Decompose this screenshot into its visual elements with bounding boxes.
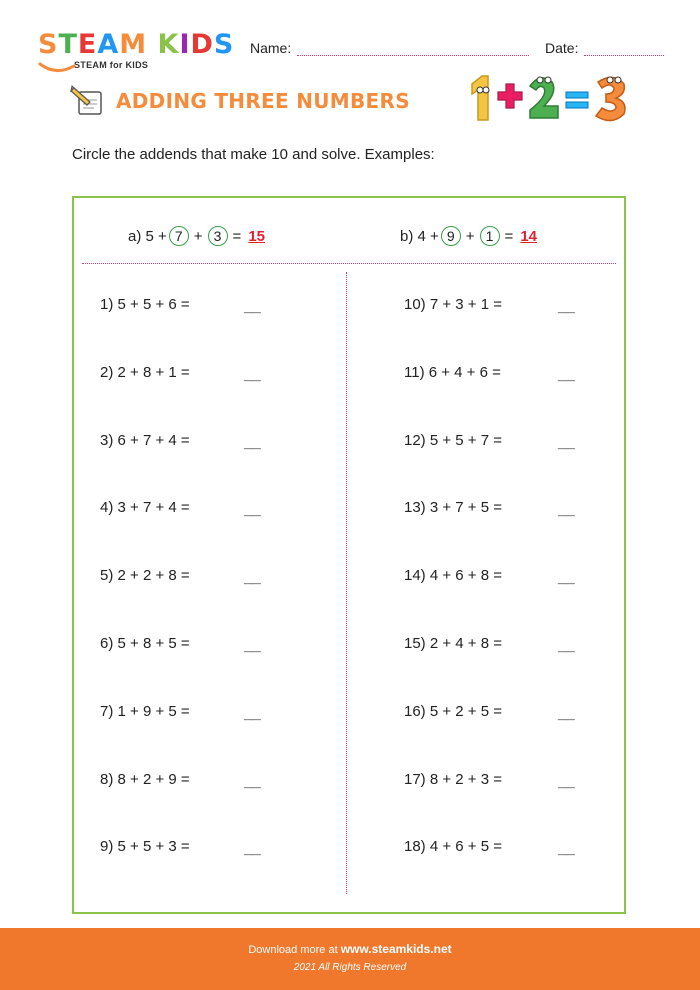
answer-blank[interactable]: __ [244,637,260,654]
problem-expression: 5) 2 + 2 + 8 = [100,567,190,585]
circled-addend: 1 [480,226,500,246]
logo-wordmark [38,30,238,60]
problem-item [404,296,502,313]
answer-blank[interactable]: __ [558,637,574,654]
answer-blank[interactable]: __ [558,365,574,383]
page-title: ADDING THREE NUMBERS [116,89,410,113]
instructions: Circle the addends that make 10 and solve. Examples: [72,146,435,163]
problem-item [100,296,190,313]
answer-blank[interactable]: __ [244,298,260,315]
logo-letter: A [97,29,120,60]
pencil-paper-icon [70,84,106,118]
equals-sign: = [232,227,242,245]
problem-expression: 12) 5 + 5 + 7 = [404,431,502,449]
logo-letter: E [77,29,98,60]
operator: + [193,227,203,245]
problem-expression: 1) 5 + 5 + 6 = [100,296,190,313]
problem-expression: 17) 8 + 2 + 3 = [404,770,502,788]
name-field[interactable] [250,40,529,56]
problem-item [404,635,502,652]
problem-item [404,703,502,720]
problem-item [100,838,190,855]
problem-item [404,499,502,516]
date-line[interactable] [584,43,664,56]
name-line[interactable] [297,43,529,56]
problem-item [100,432,190,449]
problem-expression: 9) 5 + 5 + 3 = [100,838,190,856]
logo-letter: S [213,29,235,60]
answer-blank[interactable]: __ [244,501,260,519]
footer-url-link[interactable]: www.steamkids.net [340,942,452,956]
answer-blank[interactable]: __ [558,298,574,315]
problem-item [404,567,502,584]
problem-expression: 10) 7 + 3 + 1 = [404,296,502,313]
logo-letter: I [179,29,191,60]
footer-download [0,942,700,956]
problem-item [100,703,190,720]
problem-expression: 8) 8 + 2 + 9 = [100,770,190,788]
footer [0,928,700,990]
problem-expression: 13) 3 + 7 + 5 = [404,499,502,517]
circled-addend: 3 [208,226,228,246]
date-label: Date: [545,40,579,56]
problem-item [100,499,190,516]
operator: + [465,227,475,245]
problem-expression: 14) 4 + 6 + 8 = [404,567,502,585]
answer-blank[interactable]: __ [244,704,260,722]
footer-download-prefix: Download more at [248,944,338,956]
problem-expression: 2) 2 + 8 + 1 = [100,363,190,381]
problem-expression: 6) 5 + 8 + 5 = [100,635,190,652]
example-label: a) 5 + [128,227,167,245]
logo-letter: M [119,29,148,60]
logo-swoosh-icon [38,60,78,76]
horizontal-divider [82,263,616,264]
logo-letter: T [58,29,78,60]
title-row [70,84,410,118]
example-answer: 14 [520,227,537,245]
problem-expression: 11) 6 + 4 + 6 = [404,363,501,381]
problem-expression: 7) 1 + 9 + 5 = [100,702,190,720]
problem-item [100,771,190,788]
footer-rights: 2021 All Rights Reserved [293,962,407,973]
problem-expression: 15) 2 + 4 + 8 = [404,635,502,652]
circled-addend: 7 [169,226,189,246]
vertical-divider [346,272,347,894]
answer-blank[interactable]: __ [244,569,260,587]
problem-expression: 4) 3 + 7 + 4 = [100,499,190,517]
answer-blank[interactable]: __ [244,772,260,790]
problem-expression: 18) 4 + 6 + 5 = [404,838,502,856]
answer-blank[interactable]: __ [244,433,260,451]
name-label: Name: [250,40,292,56]
problem-item [404,364,501,381]
answer-blank[interactable]: __ [558,772,574,790]
problem-item [404,432,502,449]
problem-expression: 3) 6 + 7 + 4 = [100,431,190,449]
example-a [128,226,265,246]
answer-blank[interactable]: __ [558,704,574,722]
answer-blank[interactable]: __ [558,569,574,587]
problem-item [404,838,502,855]
answer-blank[interactable]: __ [244,365,260,383]
problem-item [100,364,190,381]
date-field[interactable] [545,40,664,56]
problem-expression: 16) 5 + 2 + 5 = [404,702,502,720]
answer-blank[interactable]: __ [558,501,574,519]
answer-blank[interactable]: __ [244,840,260,858]
problem-item [100,635,190,652]
equals-sign: = [504,227,514,245]
problem-item [404,771,502,788]
logo-letter: D [190,29,214,60]
problem-item [100,567,190,584]
steam-kids-logo [38,30,238,76]
worksheet-box [72,196,626,914]
logo-subtitle: STEAM for KIDS [74,60,149,70]
circled-addend: 9 [441,226,461,246]
answer-blank[interactable]: __ [558,433,574,451]
example-b [400,226,537,246]
number-mascots-icon [464,70,634,128]
logo-letter: S [38,29,59,60]
example-label: b) 4 + [400,227,439,245]
answer-blank[interactable]: __ [558,840,574,858]
example-answer: 15 [248,227,265,245]
logo-letter: K [157,29,180,60]
logo-letter [147,29,157,60]
